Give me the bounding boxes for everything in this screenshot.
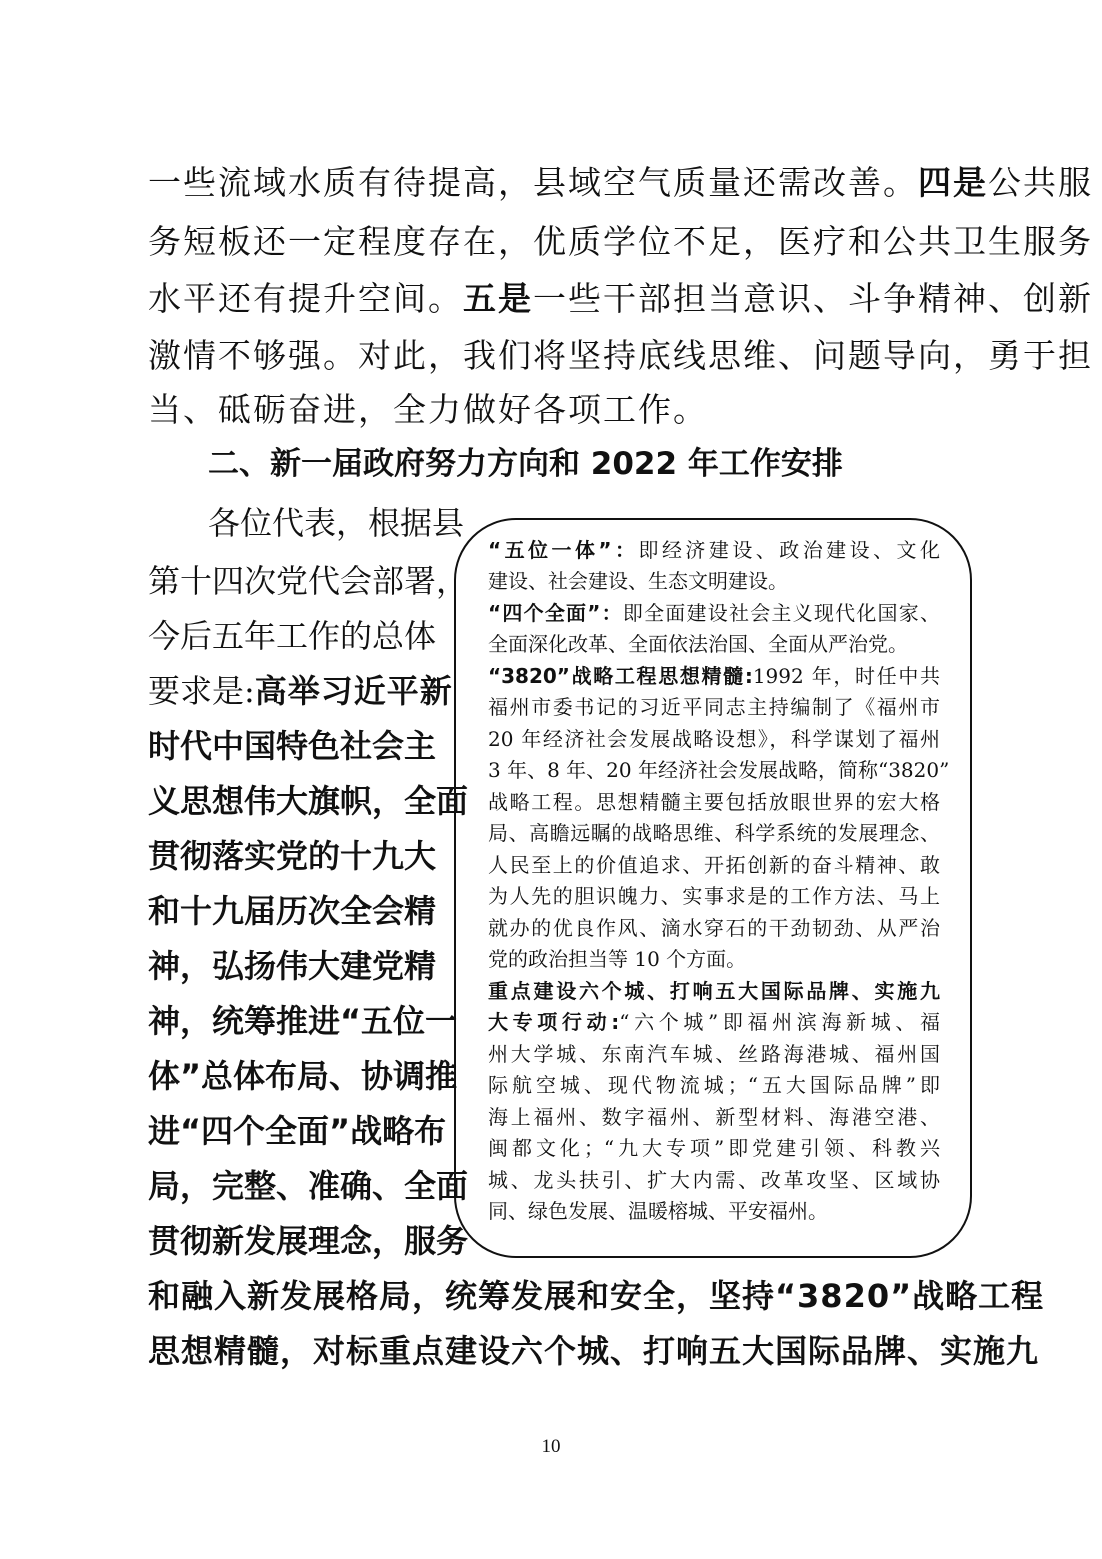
box-line-1 [488,535,940,566]
body-text: 水平还有提升空间。 [148,279,463,318]
box-line-10: 局、高瞻远瞩的战略思维、科学系统的发展理念、 [488,821,940,845]
bottom-line-1: 和融入新发展格局，统筹发展和安全，坚持“3820”战略工程 [148,1277,1045,1315]
box-text: 即全面建设社会主义现代化国家、 [622,601,940,625]
box-line-5 [488,661,940,692]
emphasis-lead: 五是 [463,279,533,318]
box-line-19: 海上福州、数字福州、新型材料、海港空港、 [488,1105,940,1129]
box-line-18: 际航空城、现代物流城；“五大国际品牌”即 [488,1073,940,1097]
narrow-line-12: 进“四个全面”战略布 [148,1112,447,1150]
narrow-line-14: 贯彻新发展理念，服务 [148,1222,469,1260]
box-line-8: 3 年、8 年、20 年经济社会发展战略，简称“3820” [488,758,950,782]
box-term: “四个全面”： [488,601,623,625]
body-line-3 [148,279,1093,319]
narrow-line-3: 今后五年工作的总体 [148,617,437,655]
body-line-4 [148,336,1093,376]
box-line-15: 重点建设六个城、打响五大国际品牌、实施九 [488,979,940,1003]
box-line-12: 为人先的胆识魄力、实事求是的工作方法、马上 [488,884,940,908]
narrow-line-7: 贯彻落实党的十九大 [148,837,437,875]
narrow-line-4 [148,671,453,711]
box-text: “六个城”即福州滨海新城、福 [619,1010,941,1034]
box-line-7: 20 年经济社会发展战略设想》，科学谋划了福州 [488,727,940,751]
box-term: 大专项行动: [488,1010,620,1034]
box-text: 1992 年，时任中共 [752,664,940,688]
narrow-line-5: 时代中国特色社会主 [148,727,437,765]
box-term: “3820”战略工程思想精髓: [488,664,753,688]
body-line-1 [148,163,1093,203]
box-line-3 [488,598,940,629]
narrow-line-1: 各位代表，根据县 [208,504,465,542]
box-text: 即经济建设、政治建设、文化 [638,538,940,562]
box-line-11: 人民至上的价值追求、开拓创新的奋斗精神、敢 [488,853,940,877]
body-text: 务短板还一定程度存在，优质学位不足，医疗和公共卫生服务 [148,222,1093,261]
box-line-4: 全面深化改革、全面依法治国、全面从严治党。 [488,632,908,656]
box-line-14: 党的政治担当等 10 个方面。 [488,947,747,971]
body-line-2 [148,222,1093,262]
box-line-2: 建设、社会建设、生态文明建设。 [488,569,788,593]
narrow-text: 要求是: [148,672,255,710]
body-text: 激情不够强。对此，我们将坚持底线思维、问题导向，勇于担 [148,336,1093,375]
box-line-22: 同、绿色发展、温暖榕城、平安福州。 [488,1199,828,1223]
box-line-21: 城、龙头扶引、扩大内需、改革攻坚、区域协 [488,1168,940,1192]
emphasis-lead: 四是 [918,163,988,202]
box-line-17: 州大学城、东南汽车城、丝路海港城、福州国 [488,1042,940,1066]
body-text: 公共服 [988,163,1093,202]
body-text: 一些流域水质有待提高，县域空气质量还需改善。 [148,163,918,202]
box-line-6: 福州市委书记的习近平同志主持编制了《福州市 [488,695,940,719]
narrow-line-13: 局，完整、准确、全面 [148,1167,469,1205]
box-line-20: 闽都文化；“九大专项”即党建引领、科教兴 [488,1136,940,1160]
narrow-line-6: 义思想伟大旗帜，全面 [148,782,469,820]
body-line-5 [148,390,958,430]
narrow-line-8: 和十九届历次全会精 [148,892,437,930]
box-line-16 [488,1007,940,1038]
narrow-line-10: 神，统筹推进“五位一 [148,1002,458,1040]
narrow-line-2: 第十四次党代会部署， [148,562,469,600]
box-term: “五位一体”： [488,538,639,562]
body-text: 当、砥砺奋进，全力做好各项工作。 [148,390,708,429]
box-line-9: 战略工程。思想精髓主要包括放眼世界的宏大格 [488,790,940,814]
narrow-bold-text: 高举习近平新 [254,672,453,710]
bottom-line-2: 思想精髓，对标重点建设六个城、打响五大国际品牌、实施九 [148,1332,1040,1370]
narrow-line-11: 体”总体布局、协调推 [148,1057,458,1095]
narrow-line-9: 神，弘扬伟大建党精 [148,947,437,985]
body-text: 一些干部担当意识、斗争精神、创新 [533,279,1093,318]
box-line-13: 就办的优良作风、滴水穿石的干劲韧劲、从严治 [488,916,940,940]
page-number: 10 [541,1436,561,1457]
section-heading: 二、新一届政府努力方向和 2022 年工作安排 [208,446,843,482]
